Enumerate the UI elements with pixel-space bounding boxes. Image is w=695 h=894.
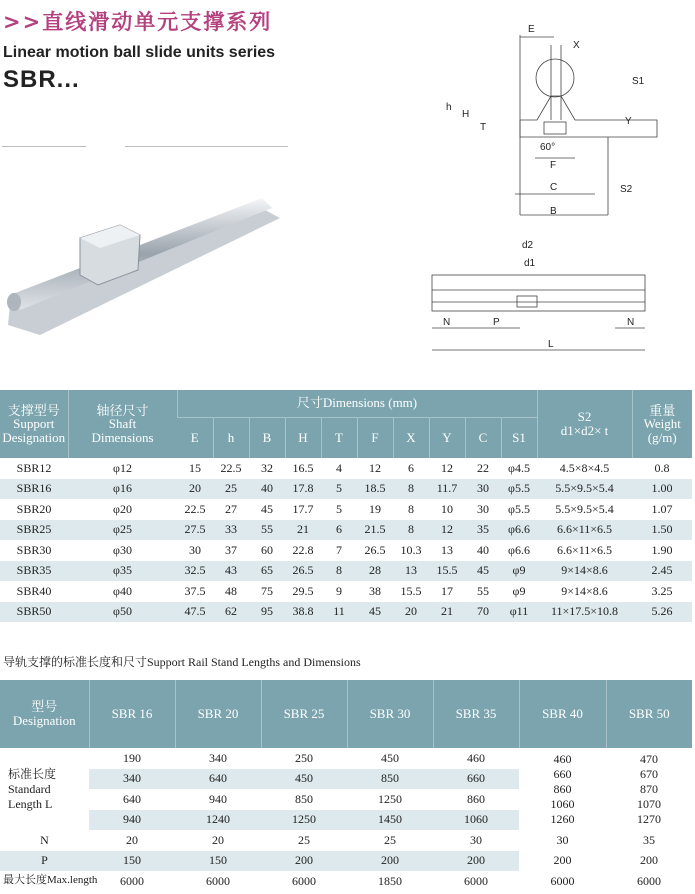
cell: 45 (465, 561, 501, 582)
cell: 40 (477, 542, 489, 557)
cell: 62 (213, 602, 249, 623)
model-title: SBR... (3, 66, 80, 93)
cell: 6.6×11×6.5 (537, 520, 632, 541)
cell: 200 (261, 851, 347, 872)
cell: 1060 (433, 810, 519, 831)
cell: 18.5 (357, 479, 393, 500)
header-model: SBR 30 (347, 680, 433, 748)
cell: 45 (357, 602, 393, 623)
cell: 25 (298, 832, 310, 847)
header-y: Y (429, 417, 465, 458)
header-b: B (249, 417, 285, 458)
cell: 30 (465, 479, 501, 500)
label-h: h (446, 102, 452, 113)
cell: 25 (213, 479, 249, 500)
cell: 450 (261, 769, 347, 790)
cell: 15.5 (400, 583, 422, 598)
cell: φ20 (113, 501, 132, 516)
cell: 11 (321, 602, 357, 623)
cell: 1850 (378, 873, 402, 888)
cell: 1450 (347, 810, 433, 831)
cell: 30 (470, 832, 482, 847)
table-row (0, 581, 692, 602)
cell: φ9 (512, 583, 526, 598)
cell: 660 (433, 769, 519, 790)
cell: 30 (556, 832, 569, 847)
cell: 9×14×8.6 (537, 561, 632, 582)
cell: 20 (126, 832, 138, 847)
table-row (0, 520, 692, 541)
label-n-right: N (627, 317, 635, 328)
cell: 47.5 (177, 602, 213, 623)
cell: 200 (553, 853, 572, 868)
cell: 21 (285, 520, 321, 541)
table-row-max (0, 871, 692, 892)
cell: 65 (249, 561, 285, 582)
header-h: H (285, 417, 321, 458)
cell: 940 (89, 810, 175, 831)
header-dimensions: 尺寸Dimensions (mm) (177, 390, 537, 417)
cell: SBR25 (0, 520, 68, 541)
label-b: B (550, 206, 557, 217)
label-y: Y (625, 116, 632, 127)
label-t: T (480, 122, 487, 133)
label-d2: d2 (522, 240, 534, 251)
cell: 26.5 (364, 542, 386, 557)
cell: 10.3 (400, 542, 422, 557)
cell: 640 (175, 769, 261, 790)
cell: 6.6×11×6.5 (556, 542, 613, 557)
cell: 38 (369, 583, 381, 598)
label-d1: d1 (524, 258, 536, 269)
cell: 0.8 (654, 460, 670, 475)
cell: 5.26 (632, 602, 692, 623)
header-weight: 重量 Weight (g/m) (632, 390, 692, 458)
cell: 26.5 (285, 561, 321, 582)
table-row (0, 540, 692, 561)
cell: φ6.6 (508, 542, 530, 557)
cell: 6000 (206, 873, 230, 888)
cell: 17.8 (285, 479, 321, 500)
cell: 27.5 (177, 520, 213, 541)
cell: 15 (189, 460, 201, 475)
cell: 11.7 (429, 479, 465, 500)
cell: SBR40 (16, 583, 52, 598)
cell: 16.5 (292, 460, 314, 475)
stacked-lengths: 460 660 860 1060 1260 (550, 751, 575, 826)
cell: 8 (321, 561, 357, 582)
cell: 1.00 (632, 479, 692, 500)
cell: 37.5 (184, 583, 206, 598)
cell: 32.5 (177, 561, 213, 582)
dimensions-table (0, 390, 692, 622)
cell: 200 (640, 853, 658, 868)
p-label: P (0, 851, 89, 872)
table-row (0, 479, 692, 500)
label-f: F (550, 160, 557, 171)
cell: 13 (441, 542, 453, 557)
cell: 340 (89, 769, 175, 790)
header-shaft: 轴径尺寸 Shaft Dimensions (68, 390, 177, 458)
cell: 7 (336, 542, 342, 557)
cell: 450 (381, 750, 399, 765)
table-row (0, 499, 692, 520)
divider (125, 146, 288, 147)
cell: 460 (467, 750, 485, 765)
cell: 15.5 (429, 561, 465, 582)
cell: SBR20 (16, 501, 52, 516)
cell: 5 (336, 501, 342, 516)
cell: 9×14×8.6 (561, 583, 608, 598)
label-l: L (548, 339, 554, 350)
label-c: C (550, 182, 558, 193)
cell: 75 (261, 583, 273, 598)
header-model: SBR 35 (433, 680, 519, 748)
header-s2: S2 d1×d2× t (537, 390, 632, 458)
cell: 10 (441, 501, 453, 516)
divider (2, 146, 86, 147)
header-designation: 支撑型号 Support Designation (0, 390, 68, 458)
cell: 5 (321, 479, 357, 500)
label-H: H (462, 109, 470, 120)
rail-lengths-table (0, 680, 692, 892)
cell: 200 (347, 851, 433, 872)
cell: φ9 (501, 561, 537, 582)
cell: 22.5 (220, 460, 242, 475)
cell: φ11 (501, 602, 537, 623)
header-model: SBR 40 (519, 680, 606, 748)
cell: 640 (123, 791, 141, 806)
cell: 6 (408, 460, 414, 475)
cell: SBR35 (0, 561, 68, 582)
cell: φ16 (68, 479, 177, 500)
cell: 43 (213, 561, 249, 582)
cell: φ35 (68, 561, 177, 582)
cell: 4.5×8×4.5 (559, 460, 610, 475)
cell: 12 (429, 520, 465, 541)
cell: 340 (209, 750, 227, 765)
table-row (0, 458, 692, 479)
cell: 22 (477, 460, 489, 475)
cell: 6000 (464, 873, 488, 888)
cell: 6000 (120, 873, 144, 888)
header-f: F (357, 417, 393, 458)
header-model: SBR 16 (89, 680, 175, 748)
cell: 35 (465, 520, 501, 541)
cell: 20 (177, 479, 213, 500)
cell: 22.8 (292, 542, 314, 557)
cell: 1.07 (651, 501, 673, 516)
cell: 850 (347, 769, 433, 790)
cell: 200 (433, 851, 519, 872)
cell: 6000 (292, 873, 316, 888)
title-chinese: >>直线滑动单元支撑系列 (3, 10, 273, 34)
label-s2: S2 (620, 184, 633, 195)
max-label: 最大长度Max.length (3, 874, 98, 887)
cell: SBR12 (16, 460, 52, 475)
cell: 35 (643, 832, 655, 847)
cell: 850 (295, 791, 313, 806)
header-s1: S1 (501, 417, 537, 458)
cell: SBR16 (0, 479, 68, 500)
header-h: h (213, 417, 249, 458)
cell: 860 (467, 791, 485, 806)
cell: 1250 (261, 810, 347, 831)
label-s1: S1 (632, 76, 645, 87)
cell: 17 (441, 583, 453, 598)
cell: φ25 (68, 520, 177, 541)
cell: 2.45 (632, 561, 692, 582)
cell: 70 (465, 602, 501, 623)
cell: 32 (261, 460, 273, 475)
label-p: P (493, 317, 500, 328)
cell: 19 (369, 501, 381, 516)
cell: 29.5 (292, 583, 314, 598)
stacked-lengths: 470 670 870 1070 1270 (637, 751, 661, 826)
cell: 190 (123, 750, 141, 765)
header-designation: 型号 Designation (0, 680, 89, 748)
cell: φ40 (113, 583, 132, 598)
cell: 33 (213, 520, 249, 541)
product-photo-rail (0, 190, 290, 350)
cell: 4 (336, 460, 342, 475)
cell: 8 (393, 479, 429, 500)
cell: 95 (249, 602, 285, 623)
header-e: E (177, 417, 213, 458)
label-angle: 60° (540, 142, 556, 153)
cell: φ4.5 (508, 460, 530, 475)
cell: φ30 (113, 542, 132, 557)
table-row (0, 602, 692, 623)
cell: 5.5×9.5×5.4 (555, 501, 614, 516)
table-row (0, 748, 692, 769)
cell: 940 (209, 791, 227, 806)
cell: φ5.5 (501, 479, 537, 500)
cell: 150 (175, 851, 261, 872)
cell: 9 (336, 583, 342, 598)
cell: φ50 (68, 602, 177, 623)
cell: 13 (393, 561, 429, 582)
cell: 5.5×9.5×5.4 (537, 479, 632, 500)
cell: 30 (189, 542, 201, 557)
cell: 55 (249, 520, 285, 541)
length-label: 标准长度 Standard Length L (8, 766, 57, 811)
cell: 150 (89, 851, 175, 872)
header-x: X (393, 417, 429, 458)
rail-lengths-subtitle: 导轨支撑的标准长度和尺寸Support Rail Stand Lengths and Dimensions (3, 655, 361, 669)
cell: 27 (225, 501, 237, 516)
label-n-left: N (443, 317, 451, 328)
cell: 22.5 (184, 501, 206, 516)
cell: φ5.5 (508, 501, 530, 516)
header-model: SBR 25 (261, 680, 347, 748)
cell: 17.7 (292, 501, 314, 516)
label-e: E (528, 24, 535, 35)
cell: 1.90 (651, 542, 673, 557)
cell: 8 (393, 520, 429, 541)
table-row-n (0, 830, 692, 851)
cell: 12 (369, 460, 381, 475)
cell: 40 (249, 479, 285, 500)
cell: 1240 (175, 810, 261, 831)
cell: 38.8 (285, 602, 321, 623)
cell: 55 (477, 583, 489, 598)
cell: 37 (225, 542, 237, 557)
cell: 20 (393, 602, 429, 623)
cell: 6 (321, 520, 357, 541)
cell: 20 (212, 832, 224, 847)
header-model: SBR 20 (175, 680, 261, 748)
cell: 48 (225, 583, 237, 598)
cell: 6000 (637, 873, 661, 888)
cell: 21 (429, 602, 465, 623)
cell: SBR30 (16, 542, 52, 557)
header-c: C (465, 417, 501, 458)
cell: 25 (384, 832, 396, 847)
header-model: SBR 50 (606, 680, 692, 748)
cell: 21.5 (357, 520, 393, 541)
cell: φ6.6 (501, 520, 537, 541)
label-x: X (573, 40, 580, 51)
n-label: N (40, 832, 49, 847)
cell: 3.25 (651, 583, 673, 598)
cell: 11×17.5×10.8 (537, 602, 632, 623)
cell: 28 (357, 561, 393, 582)
cell: 12 (441, 460, 453, 475)
cross-section-diagram (420, 0, 695, 360)
cell: 250 (295, 750, 313, 765)
cell: 6000 (550, 873, 575, 888)
cell: 30 (477, 501, 489, 516)
header-t: T (321, 417, 357, 458)
cell: 8 (408, 501, 414, 516)
cell: 60 (261, 542, 273, 557)
table-row-p (0, 851, 692, 872)
cell: 45 (261, 501, 273, 516)
cell: SBR50 (0, 602, 68, 623)
cell: φ12 (113, 460, 132, 475)
cell: 1.50 (632, 520, 692, 541)
title-english: Linear motion ball slide units series (3, 44, 276, 61)
table-row (0, 561, 692, 582)
cell: 1250 (378, 791, 402, 806)
